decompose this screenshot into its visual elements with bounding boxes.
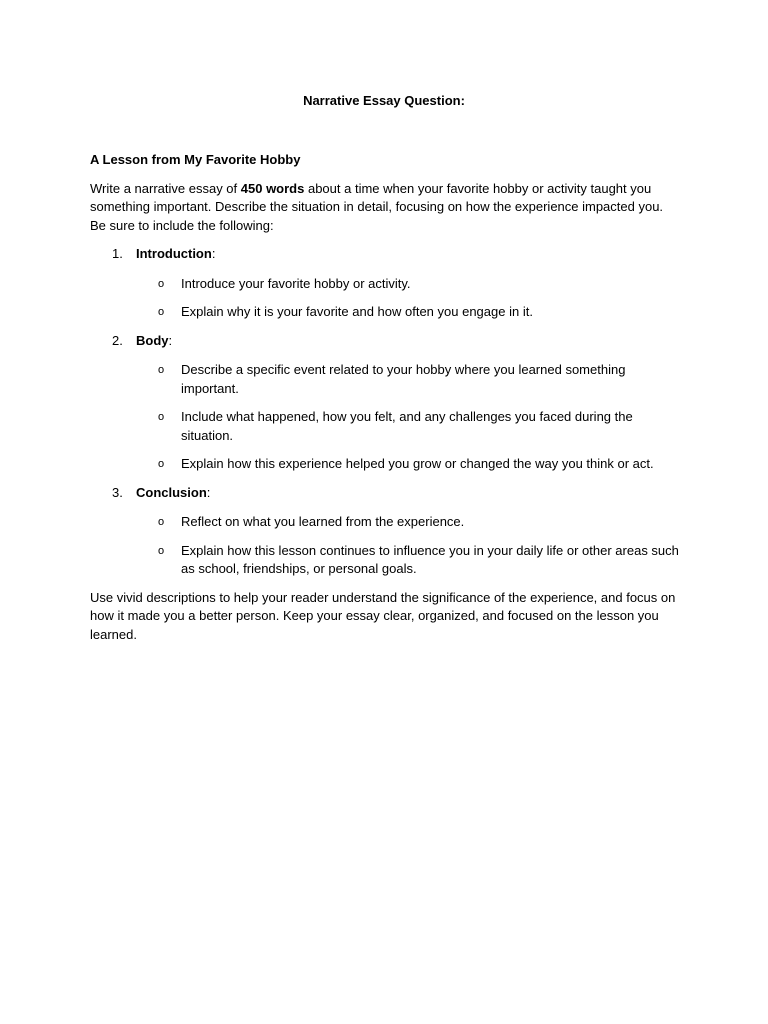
section-number: 2.	[112, 332, 123, 348]
point-text: Explain why it is your favorite and how often you engage in it.	[181, 304, 533, 319]
point-text: Reflect on what you learned from the experience.	[181, 514, 465, 529]
intro-paragraph	[90, 180, 680, 236]
word-count-emphasis: 450 words	[240, 180, 305, 196]
section-heading: Introduction	[136, 246, 212, 261]
list-item	[136, 303, 680, 322]
bullet-icon: o	[158, 364, 165, 376]
list-item	[136, 455, 680, 474]
bullet-icon: o	[158, 277, 165, 290]
section-item-body	[90, 332, 680, 474]
intro-text-after: about a time when your favorite hobby or activity taught you something important. Describe the situation in detail, focusing on how the experience impacted you. Be sure to include the following:	[90, 180, 664, 233]
point-text: Introduce your favorite hobby or activity.	[181, 275, 411, 291]
closing-paragraph: Use vivid descriptions to help your reader understand the significance of the experience, and focus on how it made you a better person. Keep your essay clear, organized, and focused on the lesson you learned.	[90, 589, 676, 642]
section-points	[136, 275, 680, 322]
section-suffix: :	[206, 484, 211, 500]
section-points	[136, 513, 680, 579]
list-item	[136, 361, 680, 398]
list-item	[136, 513, 680, 532]
section-heading: Conclusion	[136, 484, 207, 500]
section-points	[136, 361, 680, 474]
section-item-conclusion	[90, 484, 680, 579]
sections-list	[90, 245, 680, 579]
bullet-icon: o	[158, 516, 165, 528]
page-title: Narrative Essay Question:	[303, 93, 465, 108]
list-item	[136, 408, 680, 445]
section-heading-line	[136, 246, 215, 261]
point-text: Describe a specific event related to your hobby where you learned something important.	[181, 362, 626, 396]
bullet-icon: o	[158, 306, 165, 318]
bullet-icon: o	[158, 544, 165, 557]
intro-text-before: Write a narrative essay of	[90, 180, 241, 196]
section-item-introduction	[90, 245, 680, 322]
point-text: Include what happened, how you felt, and any challenges you faced during the situation.	[181, 409, 633, 443]
list-item	[136, 275, 680, 294]
section-number: 1.	[112, 246, 123, 261]
list-item	[136, 542, 680, 579]
section-suffix: :	[168, 332, 173, 348]
bullet-icon: o	[158, 411, 165, 423]
document-body	[90, 151, 680, 644]
section-heading-line	[136, 333, 172, 348]
bullet-icon: o	[158, 458, 165, 470]
point-text: Explain how this lesson continues to influence you in your daily life or other areas such as school, friendships, or personal goals.	[181, 542, 679, 576]
section-heading-line	[136, 485, 210, 500]
essay-subtitle: A Lesson from My Favorite Hobby	[90, 152, 301, 167]
section-number: 3.	[112, 484, 123, 500]
point-text: Explain how this experience helped you grow or changed the way you think or act.	[181, 456, 654, 471]
section-heading: Body	[136, 332, 169, 348]
section-suffix: :	[211, 246, 216, 261]
